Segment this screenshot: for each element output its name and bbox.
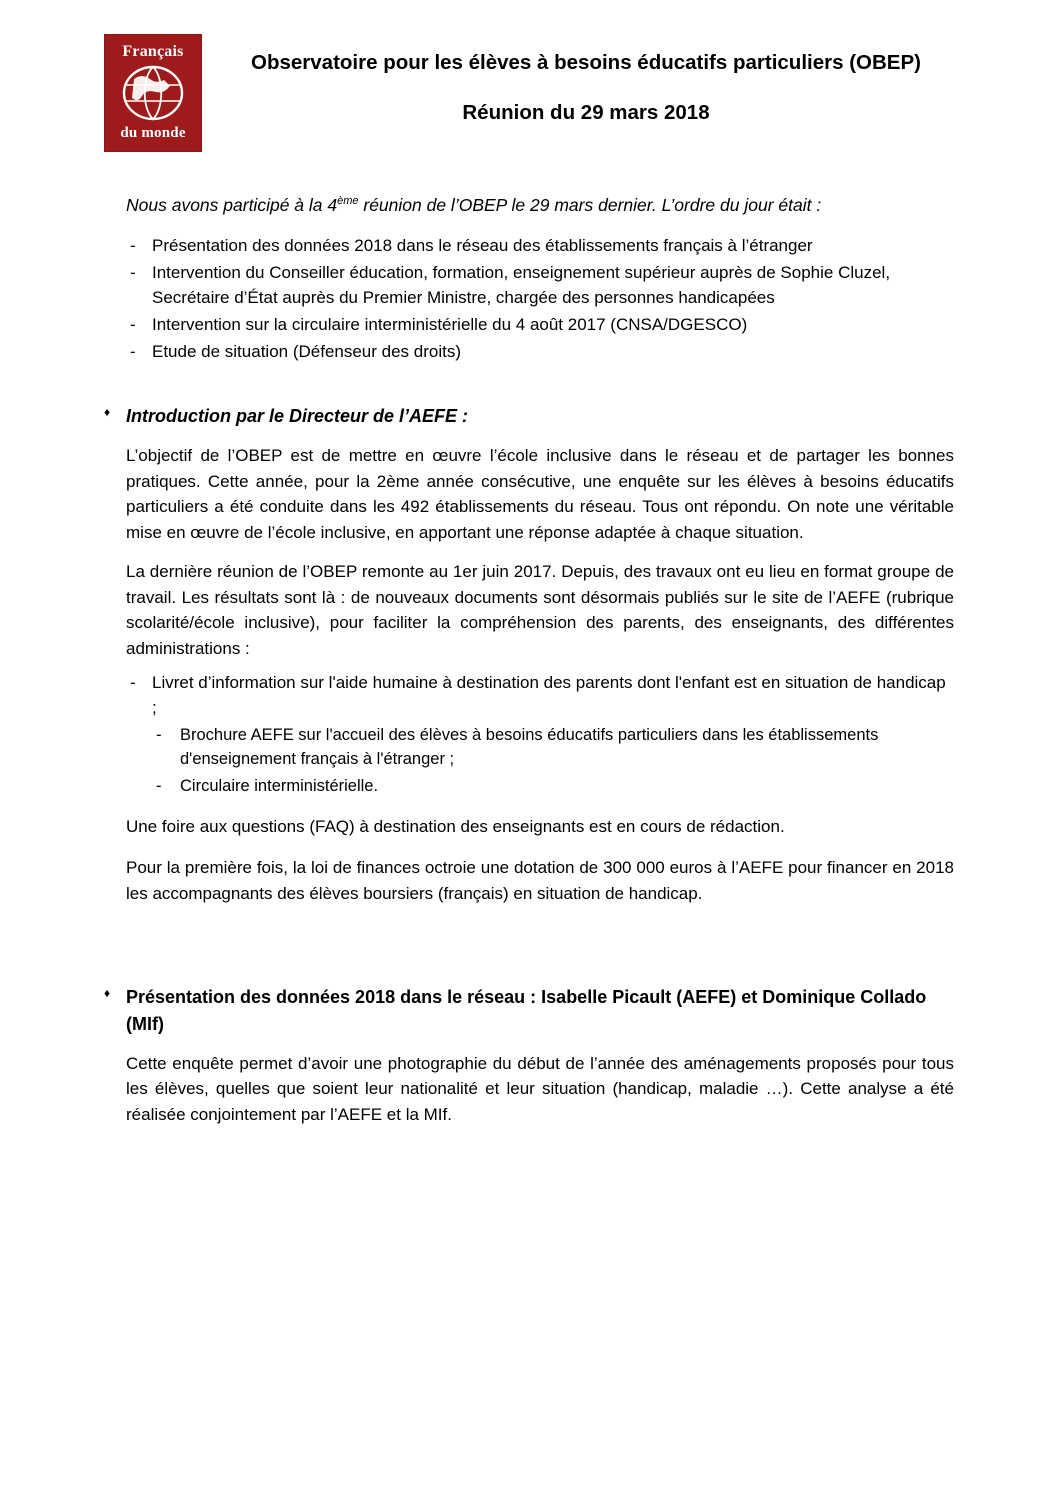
documents-list: [104, 671, 954, 721]
agenda-list: [104, 234, 954, 365]
list-item: - Intervention sur la circulaire interministérielle du 4 août 2017 (CNSA/DGESCO): [104, 313, 954, 338]
list-item: - Circulaire interministérielle.: [104, 774, 954, 798]
logo-bottom-text: du monde: [120, 125, 186, 141]
intro-exponent: ème: [337, 195, 359, 208]
paragraph: La dernière réunion de l’OBEP remonte au 1er juin 2017. Depuis, des travaux ont eu lieu en format groupe de travail. Les résultats sont là : de nouveaux documents sont désormais publiés sur le site de l’AEFE (rubrique scolarité/école inclusive), pour faciliter la compréhension des parents, des enseignants, des différentes administrations :: [126, 562, 954, 658]
paragraph: Cette enquête permet d’avoir une photographie du début de l’année des aménagements proposés pour tous les élèves, quelles que soient leur nationalité et leur situation (handicap, maladie …). Cette analyse a été réalisée conjointement par l’AEFE et la MIf.: [126, 1053, 954, 1124]
francais-du-monde-logo: [104, 34, 202, 152]
document-subtitle: Réunion du 29 mars 2018: [462, 100, 710, 124]
section-heading: ♦ Présentation des données 2018 dans le réseau : Isabelle Picault (AEFE) et Dominique Collado (MIf): [104, 984, 954, 1036]
section-heading: ♦ Introduction par le Directeur de l’AEFE :: [104, 403, 954, 429]
documents-sublist: [104, 723, 954, 798]
section-introduction: [104, 403, 954, 906]
header-titles: [218, 34, 954, 127]
intro-line: [126, 192, 954, 218]
globe-map-icon: [122, 65, 184, 121]
paragraph: Une foire aux questions (FAQ) à destination des enseignants est en cours de rédaction.: [126, 816, 785, 836]
list-item: - Brochure AEFE sur l'accueil des élèves à besoins éducatifs particuliers dans les établissements d'enseignement français à l'étranger ;: [104, 723, 954, 772]
paragraph: L’objectif de l’OBEP est de mettre en œuvre l’école inclusive dans le réseau et de partager les bonnes pratiques. Cette année, pour la 2ème année consécutive, une enquête sur les élèves à besoins éducatifs particuliers a été conduite dans les 492 établissements du réseau. Tous ont répondu. On note une véritable mise en œuvre de l’école inclusive, en apportant une réponse adaptée à chaque situation.: [126, 446, 954, 542]
document-header: [104, 34, 954, 152]
spacer: [104, 906, 954, 946]
list-item: - Présentation des données 2018 dans le réseau des établissements français à l’étranger: [104, 234, 954, 259]
list-item: - Etude de situation (Défenseur des droits): [104, 340, 954, 365]
paragraph: Pour la première fois, la loi de finances octroie une dotation de 300 000 euros à l’AEFE pour financer en 2018 les accompagnants des élèves boursiers (français) en situation de handicap.: [126, 858, 954, 903]
logo-top-text: Français: [122, 43, 184, 60]
list-item: - Livret d’information sur l'aide humaine à destination des parents dont l'enfant est en situation de handicap ;: [104, 671, 954, 721]
list-item: - Intervention du Conseiller éducation, formation, enseignement supérieur auprès de Sophie Cluzel, Secrétaire d’État auprès du Premier Ministre, chargée des personnes handicapées: [104, 261, 954, 311]
intro-text-before: Nous avons participé à la 4: [126, 195, 338, 215]
intro-text-after: réunion de l’OBEP le 29 mars dernier. L’ordre du jour était :: [358, 195, 822, 215]
document-title: Observatoire pour les élèves à besoins éducatifs particuliers (OBEP): [251, 51, 921, 74]
spacer: [104, 661, 954, 671]
section-presentation-donnees: [104, 984, 954, 1127]
